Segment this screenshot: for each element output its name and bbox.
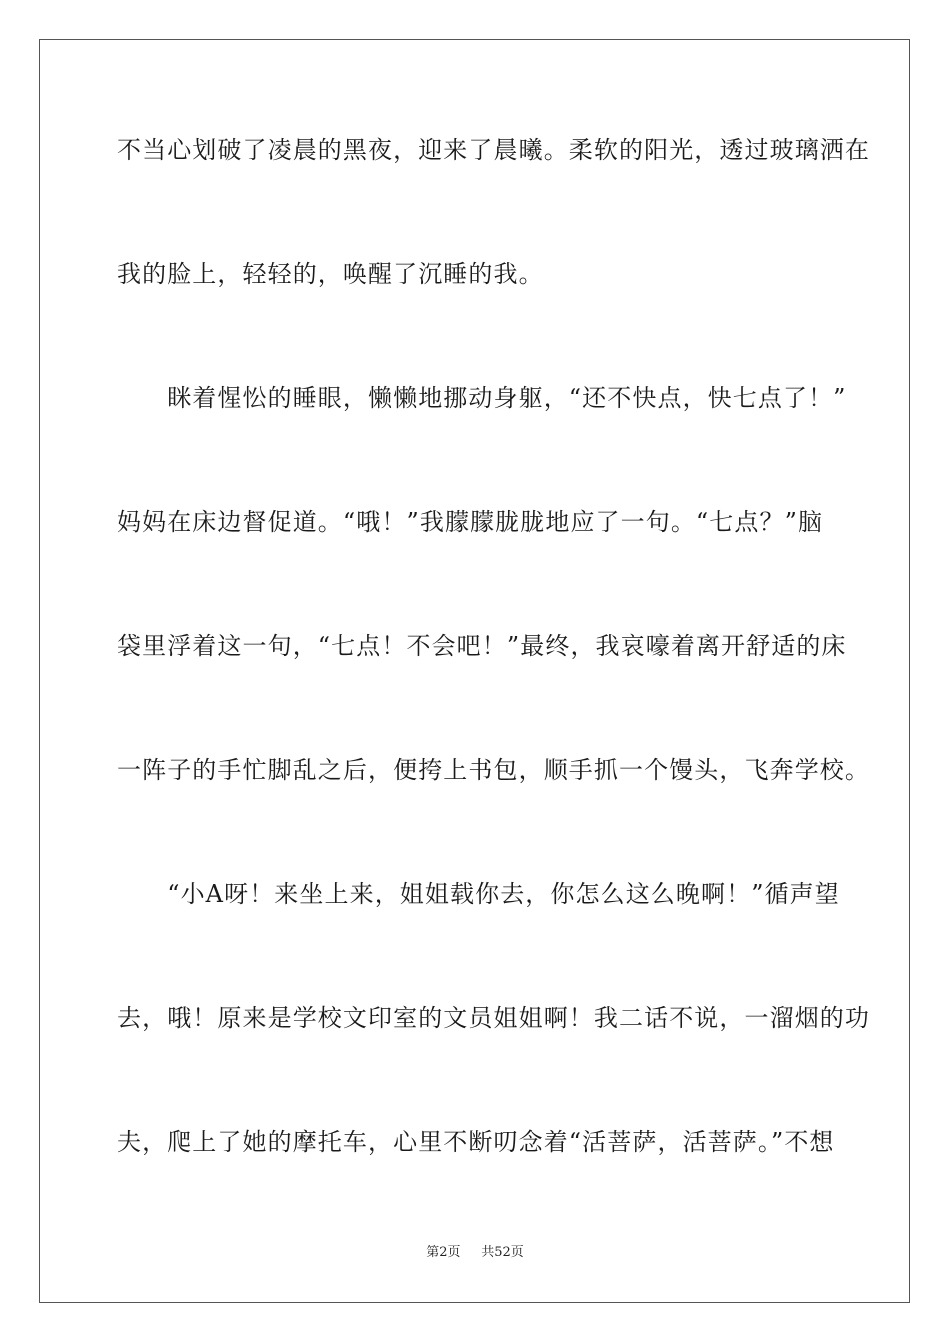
text-line: 我的脸上，轻轻的，唤醒了沉睡的我。 xyxy=(117,260,544,288)
text-line: 袋里浮着这一句，“七点！不会吧！”最终，我哀嚎着离开舒适的床 xyxy=(117,632,847,660)
page-total: 共52页 xyxy=(481,1245,524,1260)
text-line: 去，哦！原来是学校文印室的文员姐姐啊！我二话不说，一溜烟的功 xyxy=(117,1004,870,1032)
page-number: 第2页 xyxy=(426,1245,461,1260)
text-line: 不当心划破了凌晨的黑夜，迎来了晨曦。柔软的阳光，透过玻璃洒在 xyxy=(117,136,870,164)
page-border xyxy=(39,39,910,1303)
text-line: 一阵子的手忙脚乱之后，便挎上书包，顺手抓一个馒头，飞奔学校。 xyxy=(117,756,870,784)
text-line: “小A呀！来坐上来，姐姐载你去，你怎么这么晚啊！”循声望 xyxy=(117,880,840,908)
text-line: 眯着惺忪的睡眼，懒懒地挪动身躯，“还不快点，快七点了！” xyxy=(117,384,847,412)
page-footer xyxy=(0,1244,950,1262)
text-line: 夫，爬上了她的摩托车，心里不断叨念着“活菩萨，活菩萨。”不想 xyxy=(117,1128,835,1156)
text-line: 妈妈在床边督促道。“哦！”我朦朦胧胧地应了一句。“七点？”脑 xyxy=(117,508,824,536)
